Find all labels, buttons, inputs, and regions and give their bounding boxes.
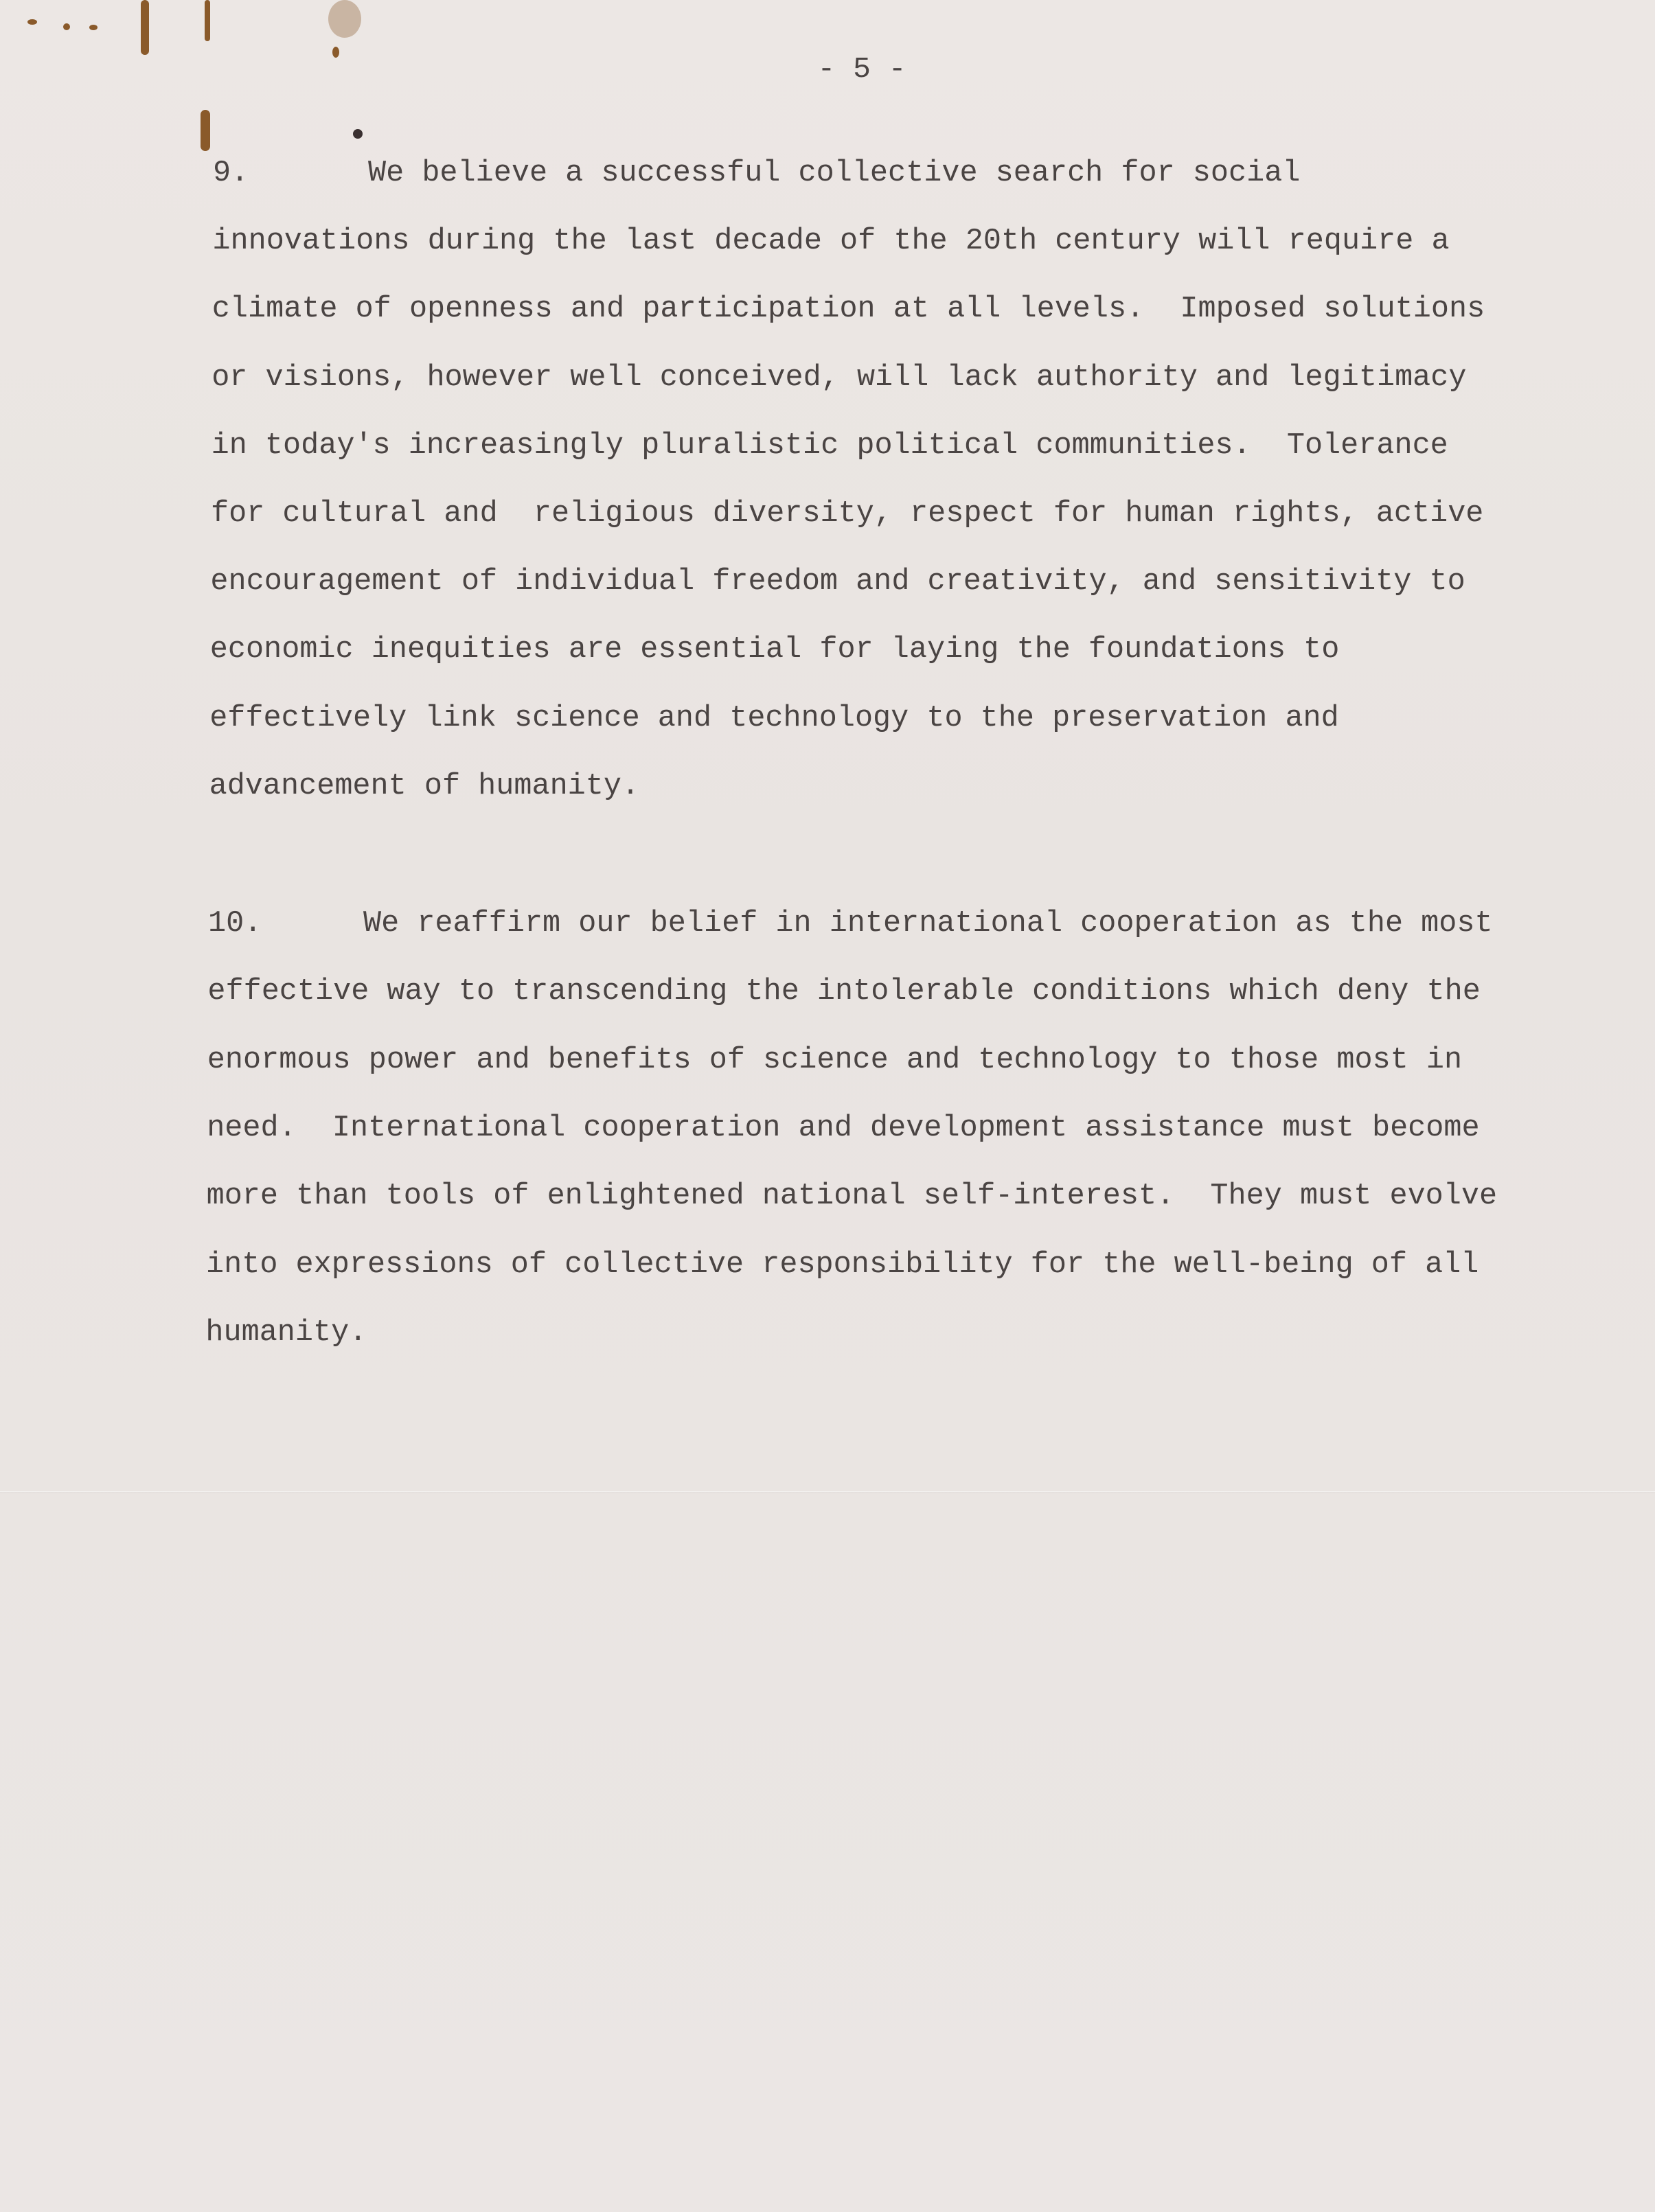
line-text: climate of openness and participation at all levels. Imposed solutions — [212, 292, 1485, 327]
stain — [328, 0, 361, 38]
text-line — [212, 429, 1448, 463]
line-text: for cultural and religious diversity, respect for human rights, active — [211, 497, 1484, 531]
stain — [89, 25, 98, 30]
stain — [332, 47, 339, 58]
text-line — [207, 1111, 1479, 1146]
text-line — [205, 1316, 367, 1350]
line-text: We reaffirm our belief in international cooperation as the most — [363, 907, 1493, 941]
text-line — [207, 1044, 1462, 1078]
line-text: need. International cooperation and development assistance must become — [207, 1111, 1480, 1145]
line-text: innovations during the last decade of the 20th century will require a — [212, 224, 1450, 259]
text-line — [212, 292, 1485, 327]
paragraph-number: 10. — [208, 907, 262, 941]
stain — [205, 0, 210, 41]
stain — [141, 0, 149, 55]
text-line — [208, 907, 1493, 941]
line-text: advancement of humanity. — [209, 769, 640, 803]
line-text: encouragement of individual freedom and creativity, and sensitivity to — [210, 565, 1465, 599]
text-line — [212, 224, 1449, 259]
text-line — [209, 770, 640, 804]
paragraph-number: 9. — [213, 157, 249, 190]
text-line — [207, 975, 1480, 1009]
text-line — [207, 1179, 1498, 1214]
line-text: economic inequities are essential for laying the foundations to — [209, 633, 1340, 667]
stain — [353, 129, 363, 139]
line-text: into expressions of collective responsibility for the well-being of all — [206, 1247, 1479, 1282]
stain — [63, 23, 70, 30]
text-line — [211, 497, 1483, 531]
text-line — [209, 702, 1339, 736]
page-number: - 5 - — [817, 52, 906, 86]
line-text: enormous power and benefits of science and technology to those most in — [207, 1043, 1463, 1077]
line-text: in today's increasingly pluralistic political communities. Tolerance — [211, 428, 1448, 463]
line-text: effective way to transcending the intolerable conditions which deny the — [207, 975, 1481, 1009]
line-text: or visions, however well conceived, will lack authority and legitimacy — [212, 360, 1467, 395]
text-line — [210, 565, 1465, 599]
stain — [201, 110, 210, 151]
text-line — [210, 633, 1340, 667]
line-text: humanity. — [205, 1315, 367, 1350]
text-line — [212, 361, 1466, 395]
paper-fold — [0, 1491, 1655, 1493]
text-line — [213, 157, 1300, 191]
line-text: We believe a successful collective search for social — [368, 157, 1301, 190]
line-text: more than tools of enlightened national self-interest. They must evolve — [206, 1179, 1498, 1214]
text-line — [206, 1248, 1479, 1282]
stain — [27, 19, 37, 25]
line-text: effectively link science and technology to the preservation and — [209, 701, 1339, 735]
